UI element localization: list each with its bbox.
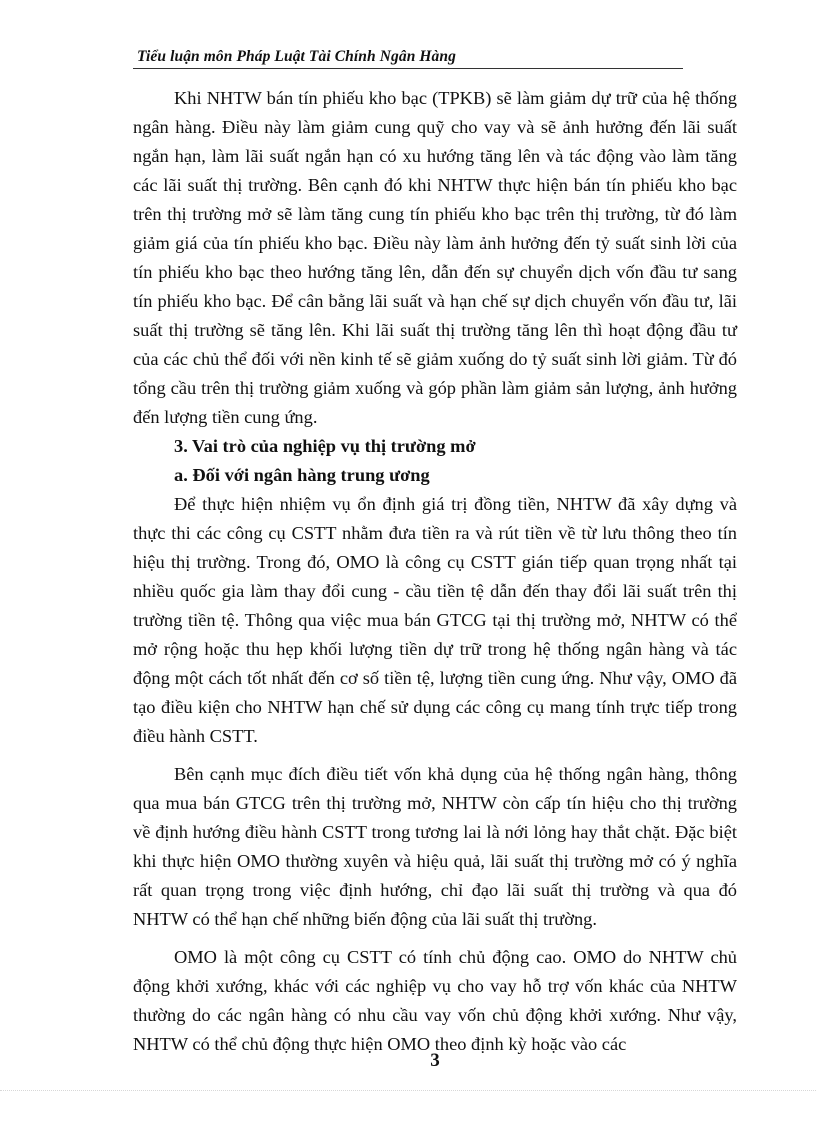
paragraph-signaling: Bên cạnh mục đích điều tiết vốn khả dụng của hệ thống ngân hàng, thông qua mua bán GTCG trên thị trường mở, NHTW còn cấp tín hiệu cho thị trường về định hướng điều hành CSTT trong tương lai là nới lỏng hay thắt chặt. Đặc biệt khi thực hiện OMO thường xuyên và hiệu quả, lãi suất thị trường mở có ý nghĩa rất quan trọng trong việc định hướng, chỉ đạo lãi suất thị trường và qua đó NHTW có thể hạn chế những biến động của lãi suất thị trường. — [133, 764, 737, 929]
section-heading: 3. Vai trò của nghiệp vụ thị trường mở — [174, 436, 476, 456]
page-number: 3 — [430, 1050, 440, 1071]
page-header-title: Tiểu luận môn Pháp Luật Tài Chính Ngân Hàng — [137, 48, 456, 65]
header-divider — [133, 68, 683, 69]
paragraph-initiative: OMO là một công cụ CSTT có tính chủ động cao. OMO do NHTW chủ động khởi xướng, khác với các nghiệp vụ cho vay hỗ trợ vốn khác của NHTW thường do các ngân hàng có nhu cầu vay vốn chủ động khởi xướng. Như vậy, NHTW có thể chủ động thực hiện OMO theo định kỳ hoặc vào các — [133, 947, 737, 1054]
paragraph-tpkb-sale: Khi NHTW bán tín phiếu kho bạc (TPKB) sẽ làm giảm dự trữ của hệ thống ngân hàng. Điều này làm giảm cung quỹ cho vay và sẽ ảnh hưởng đến lãi suất ngắn hạn, làm lãi suất ngắn hạn có xu hướng tăng lên và tác động vào làm tăng các lãi suất thị trường. Bên cạnh đó khi NHTW thực hiện bán tín phiếu kho bạc trên thị trường mở sẽ làm tăng cung tín phiếu kho bạc trên thị trường, từ đó làm giảm giá của tín phiếu kho bạc. Điều này làm ảnh hưởng đến tỷ suất sinh lời của tín phiếu kho bạc theo hướng tăng lên, dẫn đến sự chuyển dịch vốn đầu tư sang tín phiếu kho bạc. Để cân bằng lãi suất và hạn chế sự dịch chuyển vốn đầu tư, lãi suất thị trường sẽ tăng lên. Khi lãi suất thị trường tăng lên thì hoạt động đầu tư của các chủ thể đối với nền kinh tế sẽ giảm xuống do tỷ suất sinh lời giảm. Từ đó tổng cầu trên thị trường giảm xuống và góp phần làm giảm sản lượng, ảnh hưởng đến lượng tiền cung ứng. — [133, 88, 737, 427]
subsection-heading: a. Đối với ngân hàng trung ương — [174, 465, 430, 485]
paragraph-central-bank-role: Để thực hiện nhiệm vụ ổn định giá trị đồng tiền, NHTW đã xây dựng và thực thi các công cụ CSTT nhằm đưa tiền ra và rút tiền về từ lưu thông theo tín hiệu thị trường. Trong đó, OMO là công cụ CSTT gián tiếp quan trọng nhất tại nhiều quốc gia làm thay đổi cung - cầu tiền tệ dẫn đến thay đổi lãi suất trên thị trường tiền tệ. Thông qua việc mua bán GTCG tại thị trường mở, NHTW có thể mở rộng hoặc thu hẹp khối lượng tiền dự trữ trong hệ thống ngân hàng và tác động một cách tốt nhất đến cơ số tiền tệ, lượng tiền cung ứng. Như vậy, OMO đã tạo điều kiện cho NHTW hạn chế sử dụng các công cụ mang tính trực tiếp trong điều hành CSTT. — [133, 494, 737, 746]
page-bottom-border — [0, 1090, 816, 1091]
document-body — [133, 84, 737, 1059]
